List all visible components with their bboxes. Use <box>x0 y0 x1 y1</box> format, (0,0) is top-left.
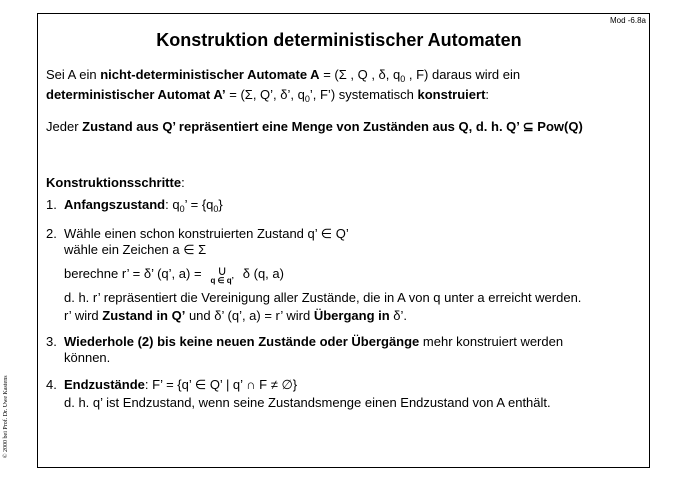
step-3-line-2: können. <box>64 350 111 365</box>
state-definition: Jeder Zustand aus Q’ repräsentiert eine Menge von Zuständen aus Q, d. h. Q’ ⊆ Pow(Q) <box>46 119 583 134</box>
document-id: Mod -6.8a <box>609 16 646 25</box>
step-1: 1. Anfangszustand: $q_0$’ = $\{q_0\}$ <box>46 197 223 214</box>
intro-line-1: Sei A ein nicht-deterministischer Automate A = (Σ , Q , δ, $q_0$ , F) daraus wird ein <box>46 67 521 84</box>
step-2-line-4: d. h. r’ repräsentiert die Vereinigung aller Zustände, die in A von q unter a erreicht werden. <box>64 290 582 305</box>
union-operator: ∪ q ∈ q’ <box>210 263 234 285</box>
step-4-line-2: d. h. q’ ist Endzustand, wenn seine Zustandsmenge einen Endzustand von A enthält. <box>64 395 551 410</box>
step-2-line-2: wähle ein Zeichen a ∈ Σ <box>64 242 207 257</box>
step-2-line-5: r’ wird Zustand in Q’ und δ’ (q’, a) = r’ wird Übergang in δ’. <box>64 308 408 323</box>
intro-line-2: deterministischer Automat A’ = (Σ, Q’, δ’, $q_0$’, F’) systematisch konstruiert: <box>46 87 490 104</box>
step-2-line-1: 2. Wähle einen schon konstruierten Zustand q’ ∈ Q’ <box>46 226 349 241</box>
step-4-line-1: 4. Endzustände: F’ = {q’ ∈ Q’ | q’ ∩ F ≠ ∅} <box>46 377 298 392</box>
step-3-line-1: 3. Wiederhole (2) bis keine neuen Zustände oder Übergänge mehr konstruiert werden <box>46 334 564 349</box>
copyright-note: © 2000 bei Prof. Dr. Uwe Kastens <box>3 375 9 458</box>
steps-heading: Konstruktionsschritte: <box>46 175 185 190</box>
step-2-formula: berechne r’ = δ’ (q’, a) = ∪ q ∈ q’ δ (q, a) <box>64 263 284 285</box>
page-title: Konstruktion deterministischer Automaten <box>156 30 522 50</box>
